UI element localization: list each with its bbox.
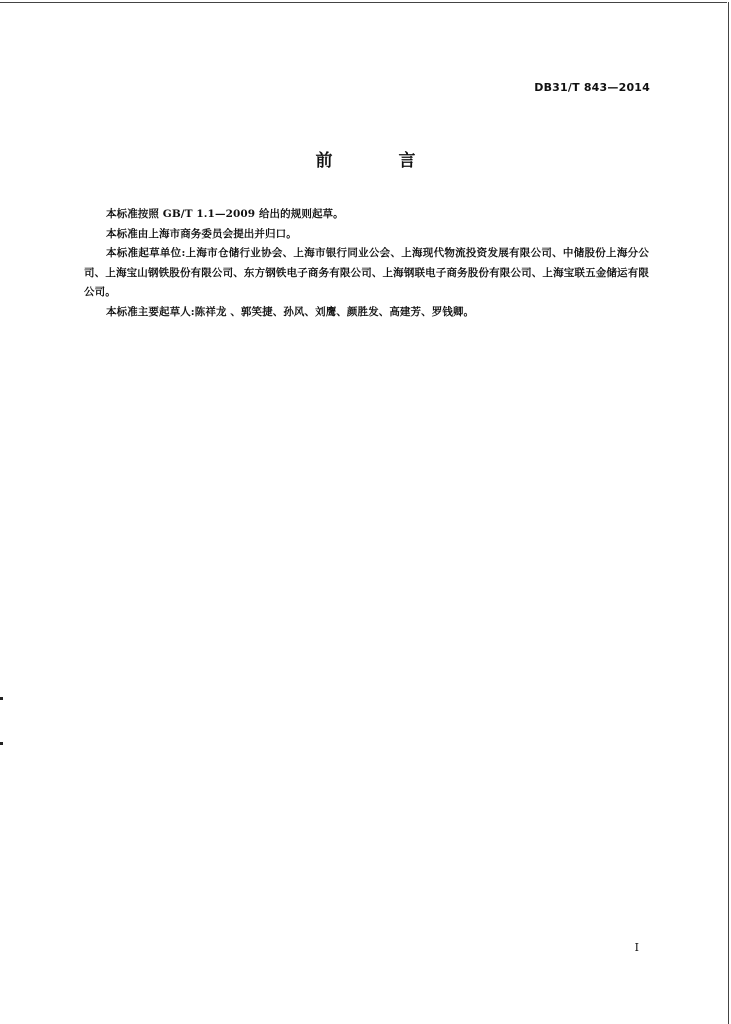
page-title: 前 言 (315, 151, 446, 171)
scan-artifact-dot (0, 697, 3, 700)
paragraph-drafting-rules: 本标准按照 GB/T 1.1—2009 给出的规则起草。 (106, 208, 344, 220)
paragraph-drafters: 本标准主要起草人:陈祥龙 、郭笑捷、孙风、刘鹰、颜胜发、高建芳、罗钱卿。 (106, 305, 475, 318)
paragraph-drafting-units: 本标准起草单位:上海市仓储行业协会、上海市银行同业公会、上海现代物流投资发展有限公司、中储股份上海分公司、上海宝山钢铁股份有限公司、东方钢铁电子商务有限公司、上海钢联电子商务股份有限公司、上海宝联五金储运有限公司。 (84, 247, 649, 298)
paragraph-proposer: 本标准由上海市商务委员会提出并归口。 (106, 227, 297, 240)
document-code: DB31/T 843—2014 (534, 81, 650, 94)
scan-artifact-dot (0, 742, 3, 745)
page-top-border (0, 2, 727, 3)
preface-body (84, 205, 649, 322)
page-number: I (634, 941, 639, 954)
